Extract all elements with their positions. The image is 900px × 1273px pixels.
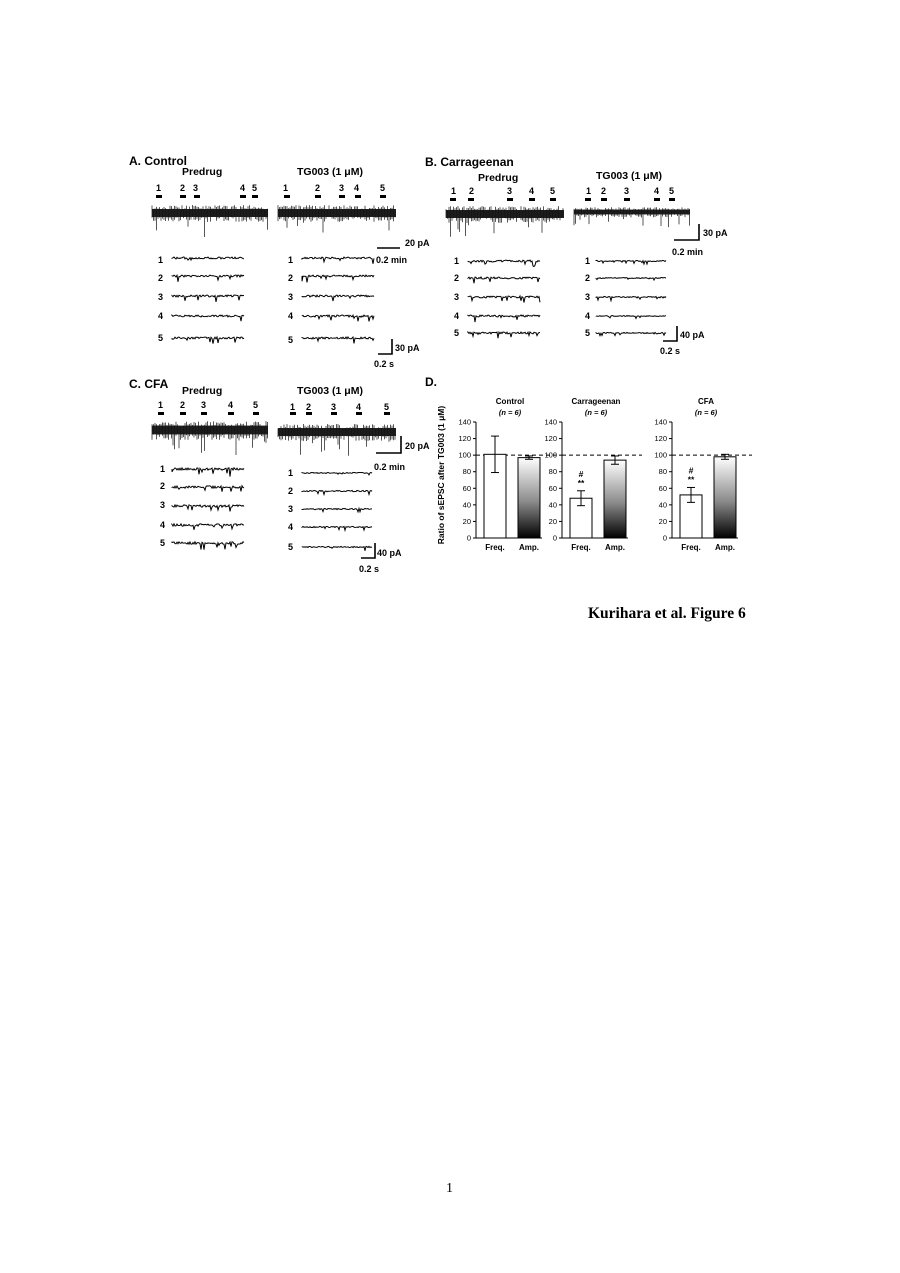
- trace-line: [302, 490, 372, 494]
- panel-c-tg003-segment-number: 2: [306, 402, 312, 412]
- panel-b-predrug-segment-number: 2: [469, 186, 475, 196]
- panel-c-predrug-trace-number: 2: [160, 481, 166, 491]
- trace-line: [302, 315, 374, 321]
- trace-line: [172, 486, 244, 492]
- panel-b-tg003-segment-number: 2: [601, 186, 607, 196]
- group-title: Carrageenan: [571, 397, 621, 406]
- panel-a-short-traces: [170, 250, 380, 350]
- trace-line: [172, 295, 244, 302]
- panel-b-predrug-segment-number: 5: [550, 186, 556, 196]
- panel-a-predrug-segment-number: 5: [252, 183, 258, 193]
- y-tick-label: 140: [544, 417, 557, 427]
- panel-a-long-scale-amp: 20 pA: [405, 238, 430, 248]
- y-tick-label: 40: [658, 500, 667, 510]
- panel-a-tg003-trace-number: 3: [288, 292, 294, 302]
- panel-c-tg003-segment-number: 1: [290, 402, 296, 412]
- x-category-label: Freq.: [681, 543, 701, 552]
- panel-c-predrug-segment-number: 1: [158, 400, 164, 410]
- panel-a-predrug-label: Predrug: [182, 166, 223, 178]
- y-tick-label: 80: [548, 467, 557, 477]
- panel-c-predrug-trace-number: 3: [160, 500, 166, 510]
- panel-c-short-scale-amp: 40 pA: [377, 548, 402, 558]
- y-tick-label: 140: [458, 417, 471, 427]
- y-tick-label: 100: [654, 450, 667, 460]
- trace-line: [596, 260, 666, 264]
- trace-line: [172, 275, 244, 282]
- panel-a-short-scale-time: 0.2 s: [374, 359, 395, 369]
- x-category-label: Amp.: [605, 543, 625, 552]
- panel-b-tg003-trace-number: 4: [585, 311, 591, 321]
- panel-a-predrug-trace-number: 2: [158, 273, 164, 283]
- panel-b-tg003-trace-number: 5: [585, 328, 591, 338]
- group-title: Control: [495, 397, 525, 406]
- panel-c-title: C. CFA: [129, 377, 169, 391]
- panel-c-tg003-segment-number: 5: [384, 402, 390, 412]
- group-n-label: (n = 6): [498, 408, 522, 417]
- panel-c-tg003-trace-number: 1: [288, 468, 294, 478]
- panel-b-predrug-segment-number: 3: [507, 186, 513, 196]
- trace-line: [468, 296, 540, 303]
- trace-line: [596, 316, 666, 319]
- panel-c-tg003-segment-number: 3: [331, 402, 337, 412]
- y-tick-label: 100: [458, 450, 471, 460]
- panel-b-predrug-segment-number: 4: [529, 186, 535, 196]
- panel-a-predrug-trace-number: 3: [158, 292, 164, 302]
- panel-c-tg003-segment-number: 4: [356, 402, 362, 412]
- trace-line: [596, 332, 666, 335]
- trace-line: [302, 295, 374, 301]
- panel-b-tg003-trace-number: 2: [585, 273, 591, 283]
- panel-a-tg003-segment-number: 5: [380, 183, 386, 193]
- segment-marks: [156, 195, 386, 198]
- trace-band: [152, 426, 268, 435]
- panel-b-predrug-trace-number: 5: [454, 328, 460, 338]
- y-tick-label: 40: [462, 500, 471, 510]
- panel-a-long-scale-bar: [370, 232, 400, 252]
- x-category-label: Amp.: [715, 543, 735, 552]
- trace-line: [468, 260, 540, 267]
- y-tick-label: 80: [462, 467, 471, 477]
- y-tick-label: 120: [654, 434, 667, 444]
- panel-b-short-scale-amp: 40 pA: [680, 330, 705, 340]
- y-tick-label: 80: [658, 467, 667, 477]
- panel-c-long-scale-bar: [372, 435, 402, 457]
- group-n-label: (n = 6): [584, 408, 608, 417]
- trace-line: [172, 257, 244, 260]
- panel-a-tg003-trace-number: 1: [288, 255, 294, 265]
- bar-chart-group: [654, 397, 752, 552]
- panel-b-predrug-trace-number: 3: [454, 292, 460, 302]
- trace-line: [468, 277, 540, 283]
- panel-b-tg003-segment-number: 1: [586, 186, 592, 196]
- panel-a-predrug-trace-number: 4: [158, 311, 164, 321]
- trace-line: [302, 275, 374, 282]
- trace-line: [172, 505, 244, 512]
- trace-line: [172, 468, 244, 477]
- figure-caption: Kurihara et al. Figure 6: [588, 605, 746, 622]
- trace-line: [468, 332, 540, 338]
- panel-c-tg003-trace-number: 5: [288, 542, 294, 552]
- panel-b-long-scale-bar: [672, 223, 702, 243]
- group-n-label: (n = 6): [694, 408, 718, 417]
- panel-a-tg003-trace-number: 4: [288, 311, 294, 321]
- panel-a-predrug-segment-number: 4: [240, 183, 246, 193]
- bar-chart-group: [544, 397, 642, 552]
- trace-line: [302, 526, 372, 530]
- panel-b-predrug-trace-number: 4: [454, 311, 460, 321]
- y-tick-label: 20: [548, 516, 557, 526]
- y-tick-label: 0: [552, 533, 557, 543]
- y-tick-label: 120: [458, 434, 471, 444]
- bar: [604, 460, 626, 538]
- trace-band: [152, 209, 268, 217]
- trace-line: [302, 257, 374, 264]
- panel-c-predrug-segment-number: 5: [253, 400, 259, 410]
- trace-band: [574, 210, 690, 215]
- trace-line: [302, 472, 372, 474]
- panel-a-tg003-segment-number: 1: [283, 183, 289, 193]
- trace-line: [172, 337, 244, 344]
- panel-c-predrug-segment-number: 3: [201, 400, 207, 410]
- panel-a-short-scale-bar: [375, 338, 395, 358]
- y-axis-label: Ratio of sEPSC after TG003 (1 μM): [436, 405, 446, 545]
- y-tick-label: 20: [462, 516, 471, 526]
- trace-line: [596, 278, 666, 281]
- page-number: 1: [446, 1181, 453, 1196]
- segment-marks: [450, 198, 675, 201]
- panel-a-tg003-segment-number: 3: [339, 183, 345, 193]
- panel-c-tg003-trace-number: 3: [288, 504, 294, 514]
- panel-c-tg003-trace-number: 2: [288, 486, 294, 496]
- panel-d-bar-charts: [430, 390, 770, 590]
- panel-b-tg003-segment-number: 3: [624, 186, 630, 196]
- significance-mark: **: [577, 477, 585, 488]
- panel-c-predrug-segment-number: 2: [180, 400, 186, 410]
- y-tick-label: 0: [662, 533, 667, 543]
- significance-mark: **: [687, 474, 695, 485]
- bar-chart-group: [458, 397, 556, 552]
- y-tick-label: 140: [654, 417, 667, 427]
- y-tick-label: 60: [462, 483, 471, 493]
- bar: [518, 458, 540, 538]
- panel-a-predrug-trace-number: 1: [158, 255, 164, 265]
- significance-mark: #: [688, 465, 694, 476]
- panel-b-tg003-segment-number: 4: [654, 186, 660, 196]
- panel-b-predrug-trace-number: 2: [454, 273, 460, 283]
- panel-b-short-scale-time: 0.2 s: [660, 346, 681, 356]
- bar: [714, 457, 736, 538]
- panel-a-tg003-segment-number: 2: [315, 183, 321, 193]
- x-category-label: Freq.: [485, 543, 505, 552]
- y-tick-label: 120: [544, 434, 557, 444]
- panel-a-tg003-label: TG003 (1 μM): [297, 166, 363, 178]
- panel-a-long-scale-time: 0.2 min: [376, 255, 408, 265]
- panel-c-long-scale-amp: 20 pA: [405, 441, 430, 451]
- group-title: CFA: [698, 397, 714, 406]
- panel-c-short-scale-time: 0.2 s: [359, 564, 380, 574]
- trace-line: [596, 296, 666, 300]
- panel-a-predrug-segment-number: 2: [180, 183, 186, 193]
- panel-a-short-scale-amp: 30 pA: [395, 343, 420, 353]
- x-category-label: Freq.: [571, 543, 591, 552]
- panel-b-predrug-segment-number: 1: [451, 186, 457, 196]
- significance-mark: #: [578, 468, 584, 479]
- panel-c-predrug-label: Predrug: [182, 385, 223, 397]
- panel-b-title: B. Carrageenan: [425, 155, 514, 169]
- panel-b-tg003-label: TG003 (1 μM): [596, 170, 662, 182]
- panel-b-tg003-trace-number: 3: [585, 292, 591, 302]
- trace-line: [172, 524, 244, 530]
- panel-b-predrug-trace-number: 1: [454, 256, 460, 266]
- panel-b-long-scale-time: 0.2 min: [672, 247, 704, 257]
- panel-c-tg003-label: TG003 (1 μM): [297, 385, 363, 397]
- panel-b-long-traces: [444, 196, 694, 256]
- trace-line: [302, 508, 372, 512]
- panel-d-title: D.: [425, 375, 437, 389]
- y-tick-label: 60: [658, 483, 667, 493]
- panel-c-predrug-trace-number: 5: [160, 538, 166, 548]
- panel-b-tg003-segment-number: 5: [669, 186, 675, 196]
- panel-b-short-scale-bar: [660, 325, 680, 345]
- panel-c-long-scale-time: 0.2 min: [374, 462, 406, 472]
- x-category-label: Amp.: [519, 543, 539, 552]
- y-tick-label: 40: [548, 500, 557, 510]
- panel-a-title: A. Control: [129, 154, 187, 168]
- panel-c-predrug-trace-number: 1: [160, 464, 166, 474]
- trace-line: [172, 542, 244, 550]
- trace-line: [468, 315, 540, 322]
- panel-c-tg003-trace-number: 4: [288, 522, 294, 532]
- segment-marks: [158, 412, 390, 415]
- panel-b-predrug-label: Predrug: [478, 172, 519, 184]
- y-tick-label: 20: [658, 516, 667, 526]
- trace-line: [172, 315, 244, 321]
- panel-c-short-traces: [170, 458, 380, 554]
- trace-line: [302, 337, 374, 343]
- panel-a-tg003-trace-number: 5: [288, 335, 294, 345]
- panel-a-tg003-segment-number: 4: [354, 183, 360, 193]
- panel-b-tg003-trace-number: 1: [585, 256, 591, 266]
- panel-b-long-scale-amp: 30 pA: [703, 228, 728, 238]
- panel-a-predrug-trace-number: 5: [158, 333, 164, 343]
- y-tick-label: 100: [544, 450, 557, 460]
- panel-a-tg003-trace-number: 2: [288, 273, 294, 283]
- panel-c-predrug-trace-number: 4: [160, 520, 166, 530]
- y-tick-label: 60: [548, 483, 557, 493]
- panel-b-short-traces: [466, 250, 676, 340]
- panel-c-predrug-segment-number: 4: [228, 400, 234, 410]
- panel-a-predrug-segment-number: 3: [193, 183, 199, 193]
- panel-c-short-scale-bar: [358, 542, 378, 562]
- y-tick-label: 0: [466, 533, 471, 543]
- panel-a-predrug-segment-number: 1: [156, 183, 162, 193]
